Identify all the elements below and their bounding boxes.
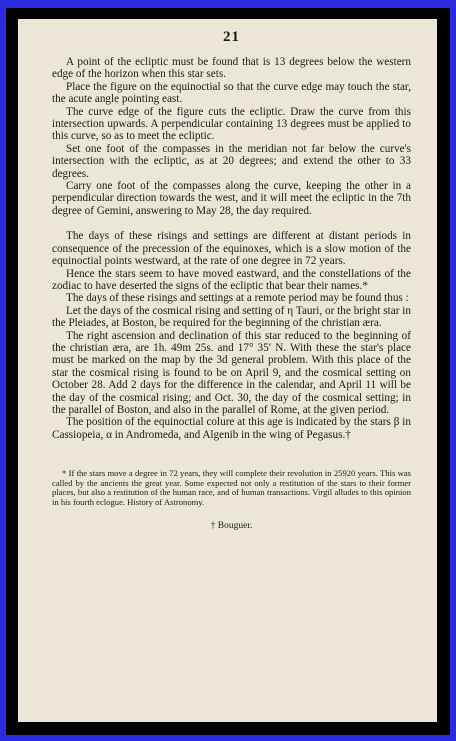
paragraph-4: Set one foot of the compasses in the meridian not far below the curve's intersection with the ecliptic, as at 20 degrees; and extend the other to 33 degrees. — [52, 142, 411, 180]
paragraph-6: The days of these risings and settings are different at distant periods in consequence of the precession of the equinoxes, which is a slow motion of the equinoctial points westward, at the rate of one degree in 72 years. — [52, 230, 411, 268]
page-body — [52, 56, 411, 441]
paragraph-2: Place the figure on the equinoctial so that the curve edge may touch the star, the acute angle pointing east. — [52, 80, 411, 106]
paragraph-1: A point of the ecliptic must be found that is 13 degrees below the western edge of the horizon when this star sets. — [52, 56, 411, 81]
book-page — [18, 19, 437, 722]
footnote-great-year: * If the stars move a degree in 72 years, they will complete their revolution in 25920 years. This was called by the ancients the great year. Some expected not only a restitution of the stars to their former places, but also a restitution of the human race, and of human transactions. Virgil alludes to this opinion in his fourth eclogue. History of Astronomy. — [52, 468, 411, 507]
footnote-bouguer: † Bouguer. — [210, 520, 253, 531]
paragraph-8: The days of these risings and settings at a remote period may be found thus : — [66, 292, 409, 305]
paragraph-3: The curve edge of the figure cuts the ecliptic. Draw the curve from this intersection upwards. A perpendicular containing 13 degrees must be applied to this curve, so as to meet the ecliptic. — [52, 105, 411, 143]
paragraph-7: Hence the stars seem to have moved eastward, and the constellations of the zodiac to have deserted the signs of the ecliptic that bear their names.* — [52, 267, 411, 292]
paragraph-11: The position of the equinoctial colure at this age is indicated by the stars β in Cassiopeia, α in Andromeda, and Algenib in the wing of Pegasus.† — [52, 416, 411, 441]
paragraph-5: Carry one foot of the compasses along the curve, keeping the other in a perpendicular direction towards the west, and it will meet the ecliptic in the 7th degree of Gemini, answering to May 28, the day required. — [52, 180, 411, 217]
page-number: 21 — [223, 29, 240, 45]
paragraph-10: The right ascension and declination of this star reduced to the beginning of the christian æra, are 1h. 49m 25s. and 17° 35′ N. With these the star's place must be marked on the map by the 3d general problem. With this place of the star the cosmical rising is found to be on April 9, and the cosmical setting on October 28. Add 2 days for the difference in the calendar, and April 11 will be the day of the cosmical rising; and Oct. 30, the day of the cosmical setting; in the parallel of Boston, and also in the parallel of Rome, at the given period. — [52, 329, 411, 416]
footnotes — [52, 469, 411, 531]
paragraph-9: Let the days of the cosmical rising and setting of η Tauri, or the bright star in the Pleiades, at Boston, be required for the beginning of the christian æra. — [52, 304, 411, 330]
